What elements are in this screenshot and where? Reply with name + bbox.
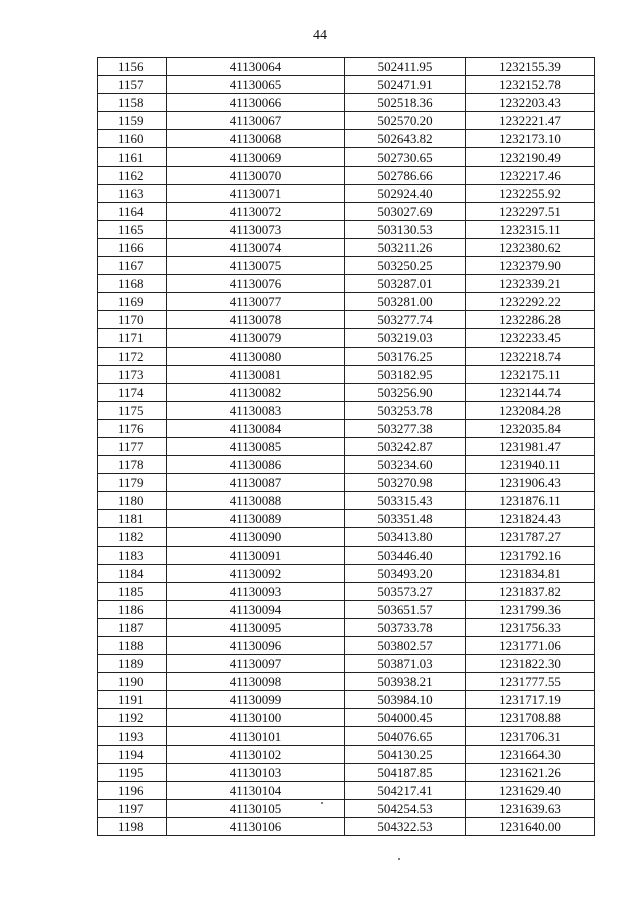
row-number-cell: 1190: [98, 673, 167, 691]
x-coordinate-cell: 504000.45: [345, 709, 466, 727]
table-row: [98, 763, 595, 781]
y-coordinate-cell: 1231771.06: [466, 637, 595, 655]
row-number-cell: 1166: [98, 238, 167, 256]
y-coordinate-cell: 1232233.45: [466, 329, 595, 347]
table-row: [98, 293, 595, 311]
table-row: [98, 564, 595, 582]
x-coordinate-cell: 503250.25: [345, 257, 466, 275]
y-coordinate-cell: 1232173.10: [466, 130, 595, 148]
point-id-cell: 41130081: [167, 365, 345, 383]
table-row: [98, 220, 595, 238]
table-row: [98, 691, 595, 709]
y-coordinate-cell: 1232217.46: [466, 166, 595, 184]
x-coordinate-cell: 503253.78: [345, 401, 466, 419]
x-coordinate-cell: 503446.40: [345, 546, 466, 564]
x-coordinate-cell: 503219.03: [345, 329, 466, 347]
y-coordinate-cell: 1231792.16: [466, 546, 595, 564]
x-coordinate-cell: 503938.21: [345, 673, 466, 691]
table-row: [98, 673, 595, 691]
row-number-cell: 1172: [98, 347, 167, 365]
table-row: [98, 437, 595, 455]
point-id-cell: 41130068: [167, 130, 345, 148]
point-id-cell: 41130094: [167, 600, 345, 618]
y-coordinate-cell: 1232218.74: [466, 347, 595, 365]
row-number-cell: 1196: [98, 781, 167, 799]
x-coordinate-cell: 503281.00: [345, 293, 466, 311]
y-coordinate-cell: 1232155.39: [466, 58, 595, 76]
y-coordinate-cell: 1231876.11: [466, 492, 595, 510]
row-number-cell: 1164: [98, 202, 167, 220]
row-number-cell: 1159: [98, 112, 167, 130]
table-row: [98, 148, 595, 166]
point-id-cell: 41130099: [167, 691, 345, 709]
y-coordinate-cell: 1231756.33: [466, 618, 595, 636]
point-id-cell: 41130089: [167, 510, 345, 528]
y-coordinate-cell: 1231787.27: [466, 528, 595, 546]
y-coordinate-cell: 1231639.63: [466, 799, 595, 817]
row-number-cell: 1198: [98, 817, 167, 835]
row-number-cell: 1192: [98, 709, 167, 727]
table-row: [98, 709, 595, 727]
table-row: [98, 329, 595, 347]
table-row: [98, 347, 595, 365]
row-number-cell: 1191: [98, 691, 167, 709]
row-number-cell: 1167: [98, 257, 167, 275]
y-coordinate-cell: 1231981.47: [466, 437, 595, 455]
point-id-cell: 41130096: [167, 637, 345, 655]
y-coordinate-cell: 1232255.92: [466, 184, 595, 202]
row-number-cell: 1161: [98, 148, 167, 166]
row-number-cell: 1160: [98, 130, 167, 148]
row-number-cell: 1181: [98, 510, 167, 528]
row-number-cell: 1170: [98, 311, 167, 329]
point-id-cell: 41130070: [167, 166, 345, 184]
point-id-cell: 41130082: [167, 383, 345, 401]
row-number-cell: 1177: [98, 437, 167, 455]
point-id-cell: 41130087: [167, 474, 345, 492]
point-id-cell: 41130071: [167, 184, 345, 202]
table-row: [98, 727, 595, 745]
y-coordinate-cell: 1232035.84: [466, 419, 595, 437]
row-number-cell: 1162: [98, 166, 167, 184]
table-row: [98, 817, 595, 835]
table-row: [98, 474, 595, 492]
y-coordinate-cell: 1231777.55: [466, 673, 595, 691]
point-id-cell: 41130074: [167, 238, 345, 256]
point-id-cell: 41130097: [167, 655, 345, 673]
table-row: [98, 745, 595, 763]
x-coordinate-cell: 502518.36: [345, 94, 466, 112]
row-number-cell: 1179: [98, 474, 167, 492]
point-id-cell: 41130102: [167, 745, 345, 763]
row-number-cell: 1158: [98, 94, 167, 112]
x-coordinate-cell: 503984.10: [345, 691, 466, 709]
row-number-cell: 1186: [98, 600, 167, 618]
row-number-cell: 1195: [98, 763, 167, 781]
table-row: [98, 419, 595, 437]
row-number-cell: 1168: [98, 275, 167, 293]
point-id-cell: 41130093: [167, 582, 345, 600]
table-row: [98, 94, 595, 112]
point-id-cell: 41130090: [167, 528, 345, 546]
x-coordinate-cell: 503573.27: [345, 582, 466, 600]
table-row: [98, 184, 595, 202]
table-row: [98, 202, 595, 220]
table-row: [98, 76, 595, 94]
table-row: [98, 456, 595, 474]
y-coordinate-cell: 1232292.22: [466, 293, 595, 311]
y-coordinate-cell: 1232190.49: [466, 148, 595, 166]
x-coordinate-cell: 504254.53: [345, 799, 466, 817]
x-coordinate-cell: 504130.25: [345, 745, 466, 763]
y-coordinate-cell: 1232144.74: [466, 383, 595, 401]
point-id-cell: 41130106: [167, 817, 345, 835]
y-coordinate-cell: 1232203.43: [466, 94, 595, 112]
table-row: [98, 510, 595, 528]
table-row: [98, 546, 595, 564]
x-coordinate-cell: 503871.03: [345, 655, 466, 673]
y-coordinate-cell: 1232339.21: [466, 275, 595, 293]
row-number-cell: 1185: [98, 582, 167, 600]
point-id-cell: 41130088: [167, 492, 345, 510]
point-id-cell: 41130100: [167, 709, 345, 727]
point-id-cell: 41130066: [167, 94, 345, 112]
x-coordinate-cell: 503182.95: [345, 365, 466, 383]
y-coordinate-cell: 1231629.40: [466, 781, 595, 799]
row-number-cell: 1182: [98, 528, 167, 546]
table-row: [98, 618, 595, 636]
point-id-cell: 41130091: [167, 546, 345, 564]
row-number-cell: 1178: [98, 456, 167, 474]
table-row: [98, 383, 595, 401]
point-id-cell: 41130080: [167, 347, 345, 365]
y-coordinate-cell: 1231837.82: [466, 582, 595, 600]
coordinates-table: [97, 57, 595, 836]
x-coordinate-cell: 503234.60: [345, 456, 466, 474]
row-number-cell: 1163: [98, 184, 167, 202]
row-number-cell: 1180: [98, 492, 167, 510]
point-id-cell: 41130065: [167, 76, 345, 94]
y-coordinate-cell: 1231822.30: [466, 655, 595, 673]
y-coordinate-cell: 1231664.30: [466, 745, 595, 763]
x-coordinate-cell: 502570.20: [345, 112, 466, 130]
row-number-cell: 1188: [98, 637, 167, 655]
table-row: [98, 257, 595, 275]
point-id-cell: 41130098: [167, 673, 345, 691]
row-number-cell: 1183: [98, 546, 167, 564]
row-number-cell: 1194: [98, 745, 167, 763]
x-coordinate-cell: 503277.74: [345, 311, 466, 329]
x-coordinate-cell: 503413.80: [345, 528, 466, 546]
y-coordinate-cell: 1232084.28: [466, 401, 595, 419]
table-row: [98, 130, 595, 148]
point-id-cell: 41130072: [167, 202, 345, 220]
point-id-cell: 41130064: [167, 58, 345, 76]
y-coordinate-cell: 1231906.43: [466, 474, 595, 492]
x-coordinate-cell: 502730.65: [345, 148, 466, 166]
point-id-cell: 41130069: [167, 148, 345, 166]
row-number-cell: 1171: [98, 329, 167, 347]
scan-speck: [321, 802, 323, 804]
y-coordinate-cell: 1232221.47: [466, 112, 595, 130]
y-coordinate-cell: 1231706.31: [466, 727, 595, 745]
x-coordinate-cell: 504187.85: [345, 763, 466, 781]
x-coordinate-cell: 503277.38: [345, 419, 466, 437]
x-coordinate-cell: 503802.57: [345, 637, 466, 655]
x-coordinate-cell: 504322.53: [345, 817, 466, 835]
point-id-cell: 41130075: [167, 257, 345, 275]
row-number-cell: 1193: [98, 727, 167, 745]
y-coordinate-cell: 1231708.88: [466, 709, 595, 727]
coordinates-table-body: [98, 58, 595, 836]
y-coordinate-cell: 1231717.19: [466, 691, 595, 709]
row-number-cell: 1169: [98, 293, 167, 311]
row-number-cell: 1189: [98, 655, 167, 673]
y-coordinate-cell: 1231940.11: [466, 456, 595, 474]
row-number-cell: 1174: [98, 383, 167, 401]
scan-speck: [398, 858, 400, 860]
x-coordinate-cell: 503493.20: [345, 564, 466, 582]
x-coordinate-cell: 502643.82: [345, 130, 466, 148]
page-number: 44: [313, 28, 327, 43]
y-coordinate-cell: 1232286.28: [466, 311, 595, 329]
table-row: [98, 238, 595, 256]
x-coordinate-cell: 504076.65: [345, 727, 466, 745]
table-row: [98, 637, 595, 655]
x-coordinate-cell: 503270.98: [345, 474, 466, 492]
table-row: [98, 166, 595, 184]
point-id-cell: 41130079: [167, 329, 345, 347]
row-number-cell: 1176: [98, 419, 167, 437]
y-coordinate-cell: 1231640.00: [466, 817, 595, 835]
point-id-cell: 41130083: [167, 401, 345, 419]
y-coordinate-cell: 1231824.43: [466, 510, 595, 528]
row-number-cell: 1175: [98, 401, 167, 419]
row-number-cell: 1187: [98, 618, 167, 636]
table-row: [98, 58, 595, 76]
row-number-cell: 1184: [98, 564, 167, 582]
table-row: [98, 799, 595, 817]
point-id-cell: 41130104: [167, 781, 345, 799]
point-id-cell: 41130085: [167, 437, 345, 455]
y-coordinate-cell: 1232175.11: [466, 365, 595, 383]
x-coordinate-cell: 502411.95: [345, 58, 466, 76]
x-coordinate-cell: 503027.69: [345, 202, 466, 220]
y-coordinate-cell: 1232297.51: [466, 202, 595, 220]
point-id-cell: 41130095: [167, 618, 345, 636]
y-coordinate-cell: 1231799.36: [466, 600, 595, 618]
y-coordinate-cell: 1232152.78: [466, 76, 595, 94]
row-number-cell: 1156: [98, 58, 167, 76]
table-row: [98, 582, 595, 600]
y-coordinate-cell: 1231834.81: [466, 564, 595, 582]
table-row: [98, 600, 595, 618]
x-coordinate-cell: 503287.01: [345, 275, 466, 293]
x-coordinate-cell: 503176.25: [345, 347, 466, 365]
row-number-cell: 1197: [98, 799, 167, 817]
table-row: [98, 655, 595, 673]
table-row: [98, 365, 595, 383]
x-coordinate-cell: 502786.66: [345, 166, 466, 184]
row-number-cell: 1173: [98, 365, 167, 383]
x-coordinate-cell: 502471.91: [345, 76, 466, 94]
point-id-cell: 41130101: [167, 727, 345, 745]
table-row: [98, 492, 595, 510]
x-coordinate-cell: 503733.78: [345, 618, 466, 636]
table-row: [98, 311, 595, 329]
x-coordinate-cell: 503315.43: [345, 492, 466, 510]
x-coordinate-cell: 503651.57: [345, 600, 466, 618]
x-coordinate-cell: 503211.26: [345, 238, 466, 256]
x-coordinate-cell: 503351.48: [345, 510, 466, 528]
point-id-cell: 41130067: [167, 112, 345, 130]
table-row: [98, 401, 595, 419]
x-coordinate-cell: 503130.53: [345, 220, 466, 238]
x-coordinate-cell: 504217.41: [345, 781, 466, 799]
y-coordinate-cell: 1232379.90: [466, 257, 595, 275]
table-row: [98, 528, 595, 546]
point-id-cell: 41130103: [167, 763, 345, 781]
point-id-cell: 41130077: [167, 293, 345, 311]
point-id-cell: 41130105: [167, 799, 345, 817]
x-coordinate-cell: 503242.87: [345, 437, 466, 455]
y-coordinate-cell: 1232315.11: [466, 220, 595, 238]
point-id-cell: 41130076: [167, 275, 345, 293]
row-number-cell: 1157: [98, 76, 167, 94]
y-coordinate-cell: 1232380.62: [466, 238, 595, 256]
y-coordinate-cell: 1231621.26: [466, 763, 595, 781]
table-row: [98, 112, 595, 130]
point-id-cell: 41130086: [167, 456, 345, 474]
point-id-cell: 41130084: [167, 419, 345, 437]
point-id-cell: 41130078: [167, 311, 345, 329]
x-coordinate-cell: 503256.90: [345, 383, 466, 401]
point-id-cell: 41130092: [167, 564, 345, 582]
x-coordinate-cell: 502924.40: [345, 184, 466, 202]
table-row: [98, 275, 595, 293]
point-id-cell: 41130073: [167, 220, 345, 238]
table-row: [98, 781, 595, 799]
row-number-cell: 1165: [98, 220, 167, 238]
